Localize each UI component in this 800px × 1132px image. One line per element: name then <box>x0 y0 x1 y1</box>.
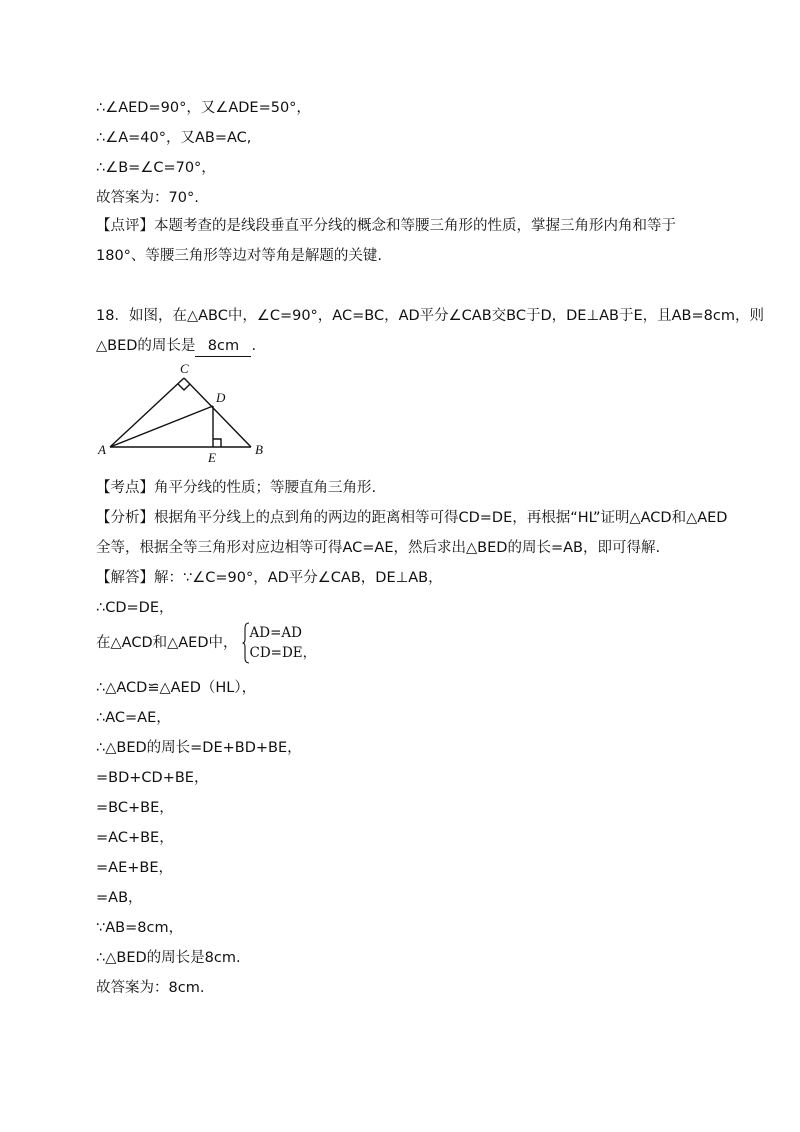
solution-text: 【解答】解：∵∠C=90°，AD平分∠CAB，DE⊥AB， <box>96 570 443 586</box>
label-d: D <box>216 390 226 405</box>
solution-step: ∴△BED的周长是8cm. <box>96 950 241 966</box>
brace-equation-1: AD=AD <box>249 625 302 641</box>
brace-prefix: 在△ACD和△AED中， <box>96 635 238 651</box>
answer-blank: 8cm <box>195 336 251 357</box>
solution-step: ∴△ACD≌△AED（HL）， <box>96 680 257 696</box>
solution-step: =AC+BE， <box>96 830 174 846</box>
solution-step-brace <box>96 622 317 664</box>
text-line: ∴∠AED=90°，又∠ADE=50°， <box>96 100 311 116</box>
solution-step: ∴CD=DE， <box>96 600 174 616</box>
text-line: ∴∠B=∠C=70°， <box>96 160 216 176</box>
solution-step: =BC+BE， <box>96 800 174 816</box>
stem-suffix: . <box>251 338 257 354</box>
kaodian-text: 【考点】角平分线的性质；等腰直角三角形. <box>96 480 377 496</box>
stem-prefix: △BED的周长是 <box>96 338 196 354</box>
question-stem: 18．如图，在△ABC中，∠C=90°，AC=BC，AD平分∠CAB交BC于D，DE⊥AB于E，且AB=8cm，则 <box>96 308 764 324</box>
brace-equation-2: CD=DE， <box>249 645 317 661</box>
analysis-text: 全等，根据全等三角形对应边相等可得AC=AE，然后求出△BED的周长=AB，即可得解. <box>96 540 661 556</box>
side-cb <box>184 378 251 447</box>
label-b: B <box>255 442 263 457</box>
equation-system <box>242 622 317 664</box>
analysis-text: 【分析】根据角平分线上的点到角的两边的距离相等可得CD=DE，再根据“HL”证明△ACD和△AED <box>96 510 728 526</box>
text-line: 故答案为：70°. <box>96 190 199 206</box>
final-answer: 故答案为：8cm. <box>96 980 205 996</box>
side-ac <box>110 378 184 447</box>
right-angle-mark-e <box>213 439 221 447</box>
solution-step: ∴△BED的周长=DE+BD+BE， <box>96 740 302 756</box>
segment-ad <box>110 406 213 447</box>
comment-text: 【点评】本题考查的是线段垂直平分线的概念和等腰三角形的性质，掌握三角形内角和等于 <box>96 218 676 234</box>
solution-step: =BD+CD+BE， <box>96 770 209 786</box>
label-a: A <box>98 442 106 457</box>
comment-text: 180°、等腰三角形等边对等角是解题的关键. <box>96 248 383 264</box>
question-stem-line2 <box>96 336 256 357</box>
solution-step: ∴AC=AE， <box>96 710 171 726</box>
label-e: E <box>208 450 216 465</box>
triangle-figure <box>96 360 266 465</box>
solution-step: =AB， <box>96 890 143 906</box>
right-angle-mark-c <box>178 384 190 390</box>
left-brace-icon <box>242 622 250 664</box>
solution-step: =AE+BE， <box>96 860 173 876</box>
solution-step: ∵AB=8cm， <box>96 920 184 936</box>
label-c: C <box>180 361 189 376</box>
text-line: ∴∠A=40°，又AB=AC, <box>96 130 252 146</box>
